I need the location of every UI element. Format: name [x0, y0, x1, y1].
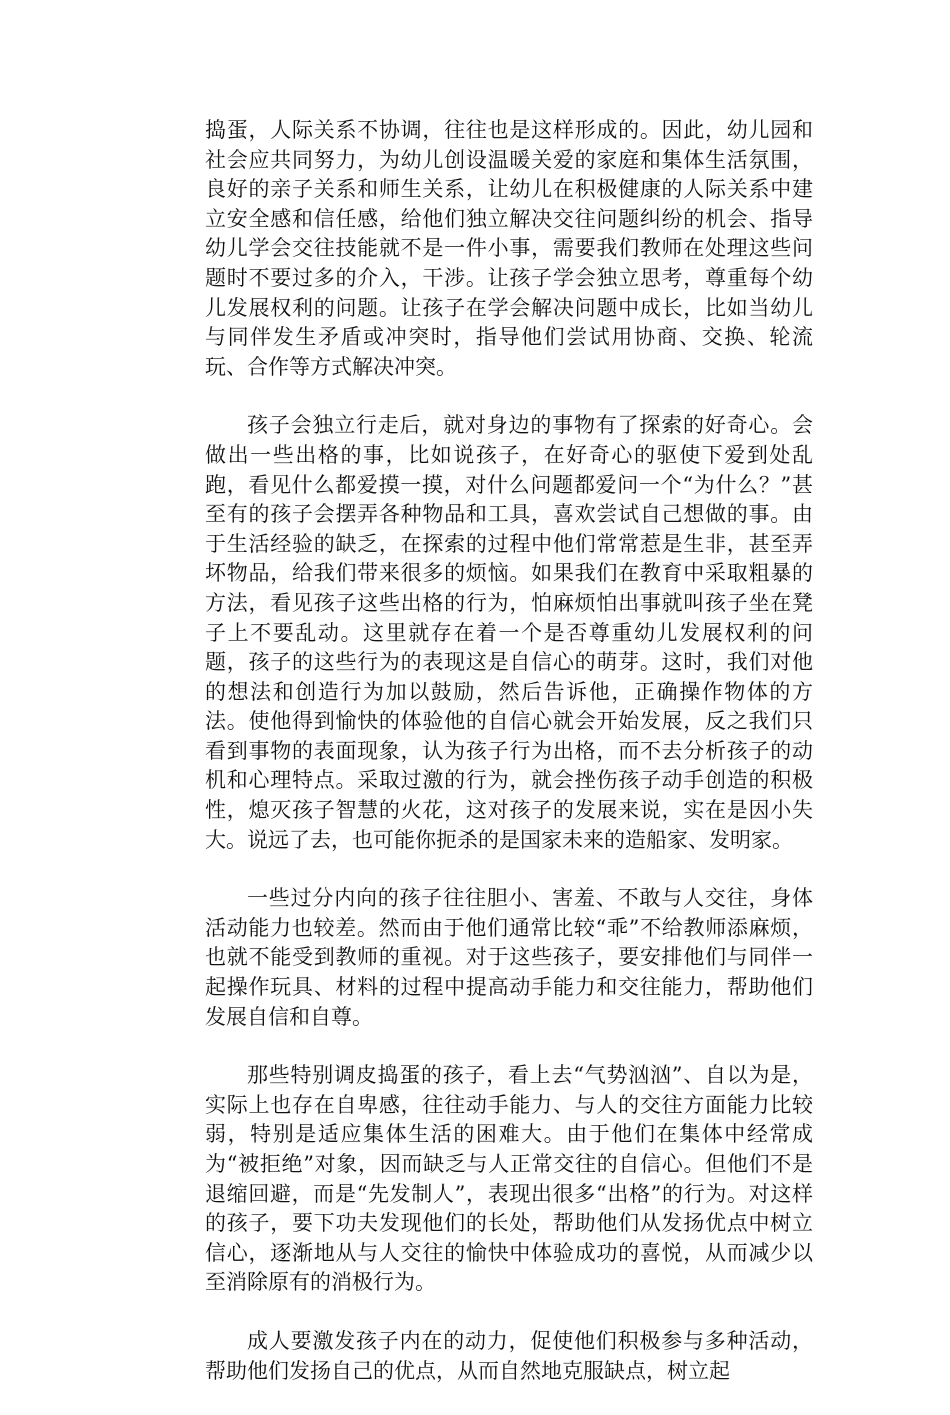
document-body: [205, 116, 813, 1415]
paragraph-3: 一些过分内向的孩子往往胆小、害羞、不敢与人交往，身体活动能力也较差。然而由于他们通常比较“乖”不给教师添麻烦，也就不能受到教师的重视。对于这些孩子，要安排他们与同伴一起操作玩具、材料的过程中提高动手能力和交往能力，帮助他们发展自信和自尊。: [205, 886, 813, 1029]
paragraph-5: 成人要激发孩子内在的动力，促使他们积极参与多种活动，帮助他们发扬自己的优点，从而自然地克服缺点，树立起: [205, 1328, 813, 1383]
paragraph-1: 捣蛋，人际关系不协调，往往也是这样形成的。因此，幼儿园和社会应共同努力，为幼儿创设温暖关爱的家庭和集体生活氛围，良好的亲子关系和师生关系，让幼儿在积极健康的人际关系中建立安全感和信任感，给他们独立解决交往问题纠纷的机会、指导幼儿学会交往技能就不是一件小事，需要我们教师在处理这些问题时不要过多的介入，干涉。让孩子学会独立思考，尊重每个幼儿发展权利的问题。让孩子在学会解决问题中成长，比如当幼儿与同伴发生矛盾或冲突时，指导他们尝试用协商、交换、轮流玩、合作等方式解决冲突。: [205, 118, 813, 379]
paragraph-2: 孩子会独立行走后，就对身边的事物有了探索的好奇心。会做出一些出格的事，比如说孩子，在好奇心的驱使下爱到处乱跑，看见什么都爱摸一摸，对什么问题都爱问一个“为什么？”甚至有的孩子会摆弄各种物品和工具，喜欢尝试自己想做的事。由于生活经验的缺乏，在探索的过程中他们常常惹是生非，甚至弄坏物品，给我们带来很多的烦恼。如果我们在教育中采取粗暴的方法，看见孩子这些出格的行为，怕麻烦怕出事就叫孩子坐在凳子上不要乱动。这里就存在着一个是否尊重幼儿发展权利的问题，孩子的这些行为的表现这是自信心的萌芽。这时，我们对他的想法和创造行为加以鼓励，然后告诉他，正确操作物体的方法。使他得到愉快的体验他的自信心就会开始发展，反之我们只看到事物的表面现象，认为孩子行为出格，而不去分析孩子的动机和心理特点。采取过激的行为，就会挫伤孩子动手创造的积极性，熄灭孩子智慧的火花，这对孩子的发展来说，实在是因小失大。说远了去，也可能你扼杀的是国家未来的造船家、发明家。: [205, 413, 813, 852]
paragraph-4: 那些特别调皮捣蛋的孩子，看上去“气势汹汹”、自以为是，实际上也存在自卑感，往往动手能力、与人的交往方面能力比较弱，特别是适应集体生活的困难大。由于他们在集体中经常成为“被拒绝”对象，因而缺乏与人正常交往的自信心。但他们不是退缩回避，而是“先发制人”，表现出很多“出格”的行为。对这样的孩子，要下功夫发现他们的长处，帮助他们从发扬优点中树立信心，逐渐地从与人交往的愉快中体验成功的喜悦，从而减少以至消除原有的消极行为。: [205, 1063, 813, 1295]
